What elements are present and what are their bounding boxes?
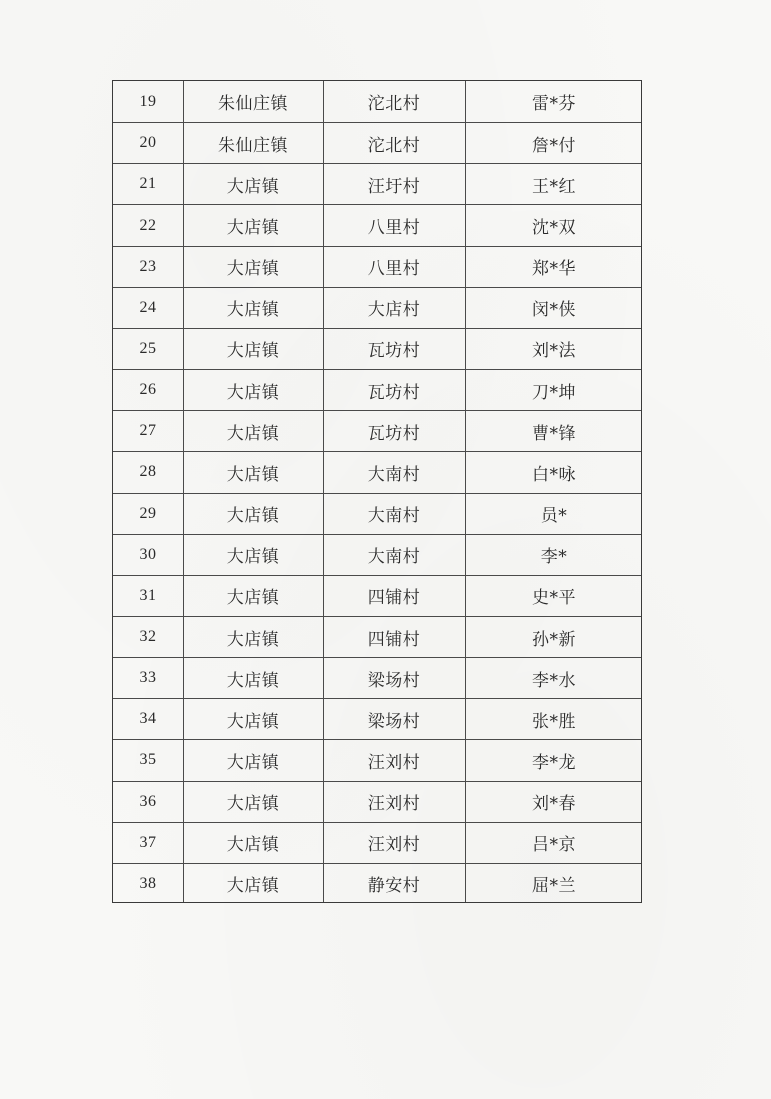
town-cell: 大店镇 — [226, 218, 280, 238]
row-number: 20 — [139, 134, 157, 152]
town-cell: 大店镇 — [226, 176, 280, 197]
table-row — [113, 616, 641, 657]
village-cell: 汪刘村 — [367, 835, 421, 856]
table-row — [113, 575, 641, 616]
table-row — [113, 534, 641, 575]
town-cell: 大店镇 — [226, 876, 280, 897]
table-row — [113, 81, 641, 122]
name-cell: 詹*付 — [532, 135, 576, 156]
town-cell: 大店镇 — [226, 423, 280, 444]
row-number: 24 — [139, 298, 157, 316]
town-cell: 大店镇 — [226, 794, 280, 815]
name-cell: 闵*侠 — [532, 300, 576, 321]
table-row — [113, 781, 641, 822]
name-cell: 王*红 — [532, 176, 576, 197]
row-number: 33 — [139, 669, 157, 687]
name-cell: 刘*春 — [532, 794, 576, 815]
row-number: 26 — [139, 381, 157, 399]
table-row — [113, 739, 641, 780]
name-cell: 刀*坤 — [532, 382, 576, 403]
village-cell: 四铺村 — [367, 629, 421, 650]
village-cell: 汪圩村 — [367, 176, 421, 197]
row-number: 25 — [139, 339, 157, 357]
town-cell: 大店镇 — [226, 341, 280, 362]
name-cell: 刘*法 — [532, 341, 576, 362]
row-number: 37 — [139, 833, 157, 851]
village-cell: 大南村 — [367, 464, 421, 485]
village-cell: 八里村 — [367, 259, 421, 280]
village-cell: 大南村 — [367, 547, 421, 568]
row-number: 38 — [139, 874, 157, 892]
village-cell: 八里村 — [367, 218, 421, 238]
table-row — [113, 410, 641, 451]
table-row — [113, 657, 641, 698]
village-cell: 大店村 — [367, 300, 421, 321]
name-cell: 曹*锋 — [532, 423, 576, 444]
name-cell: 李*水 — [532, 670, 576, 691]
table-row — [113, 163, 641, 204]
town-cell: 大店镇 — [226, 300, 280, 321]
table-row — [113, 698, 641, 739]
name-cell: 雷*芬 — [532, 94, 576, 115]
village-cell: 沱北村 — [367, 135, 421, 156]
village-cell: 汪刘村 — [367, 794, 421, 815]
village-cell: 汪刘村 — [367, 752, 421, 773]
village-cell: 梁场村 — [367, 670, 421, 691]
village-cell: 瓦坊村 — [367, 423, 421, 444]
name-cell: 沈*双 — [532, 218, 576, 238]
row-number: 34 — [139, 710, 157, 728]
table-row — [113, 122, 641, 163]
name-cell: 李*龙 — [532, 752, 576, 773]
row-number: 22 — [139, 216, 157, 234]
table-row — [113, 246, 641, 287]
town-cell: 大店镇 — [226, 629, 280, 650]
name-cell: 张*胜 — [532, 711, 576, 732]
town-cell: 大店镇 — [226, 547, 280, 568]
village-cell: 四铺村 — [367, 588, 421, 609]
row-number: 30 — [139, 545, 157, 563]
name-cell: 吕*京 — [532, 835, 576, 856]
table-row — [113, 822, 641, 863]
village-cell: 瓦坊村 — [367, 341, 421, 362]
town-cell: 朱仙庄镇 — [218, 94, 288, 115]
village-cell: 瓦坊村 — [367, 382, 421, 403]
row-number: 28 — [139, 463, 157, 481]
town-cell: 大店镇 — [226, 506, 280, 527]
recipient-table — [112, 80, 642, 903]
name-cell: 史*平 — [532, 588, 576, 609]
table-row — [113, 863, 641, 904]
table-row — [113, 451, 641, 492]
name-cell: 屈*兰 — [532, 876, 576, 897]
table-row — [113, 204, 641, 245]
table-row — [113, 369, 641, 410]
table-row — [113, 328, 641, 369]
row-number: 31 — [139, 586, 157, 604]
town-cell: 大店镇 — [226, 752, 280, 773]
table-row — [113, 287, 641, 328]
village-cell: 大南村 — [367, 506, 421, 527]
table-row — [113, 493, 641, 534]
town-cell: 大店镇 — [226, 588, 280, 609]
name-cell: 白*咏 — [532, 464, 576, 485]
town-cell: 大店镇 — [226, 464, 280, 485]
town-cell: 大店镇 — [226, 259, 280, 280]
row-number: 29 — [139, 504, 157, 522]
row-number: 32 — [139, 628, 157, 645]
row-number: 35 — [139, 751, 157, 769]
row-number: 27 — [139, 422, 157, 440]
town-cell: 大店镇 — [226, 382, 280, 403]
name-cell: 李* — [540, 547, 568, 568]
name-cell: 孙*新 — [532, 629, 576, 650]
row-number: 23 — [139, 257, 157, 275]
village-cell: 静安村 — [367, 876, 421, 897]
row-number: 21 — [139, 175, 157, 193]
town-cell: 大店镇 — [226, 670, 280, 691]
name-cell: 郑*华 — [532, 259, 576, 280]
town-cell: 大店镇 — [226, 711, 280, 732]
row-number: 36 — [139, 792, 157, 810]
village-cell: 梁场村 — [367, 711, 421, 732]
village-cell: 沱北村 — [367, 94, 421, 115]
town-cell: 朱仙庄镇 — [218, 135, 288, 156]
row-number: 19 — [139, 92, 157, 110]
name-cell: 员* — [540, 506, 568, 527]
town-cell: 大店镇 — [226, 835, 280, 856]
